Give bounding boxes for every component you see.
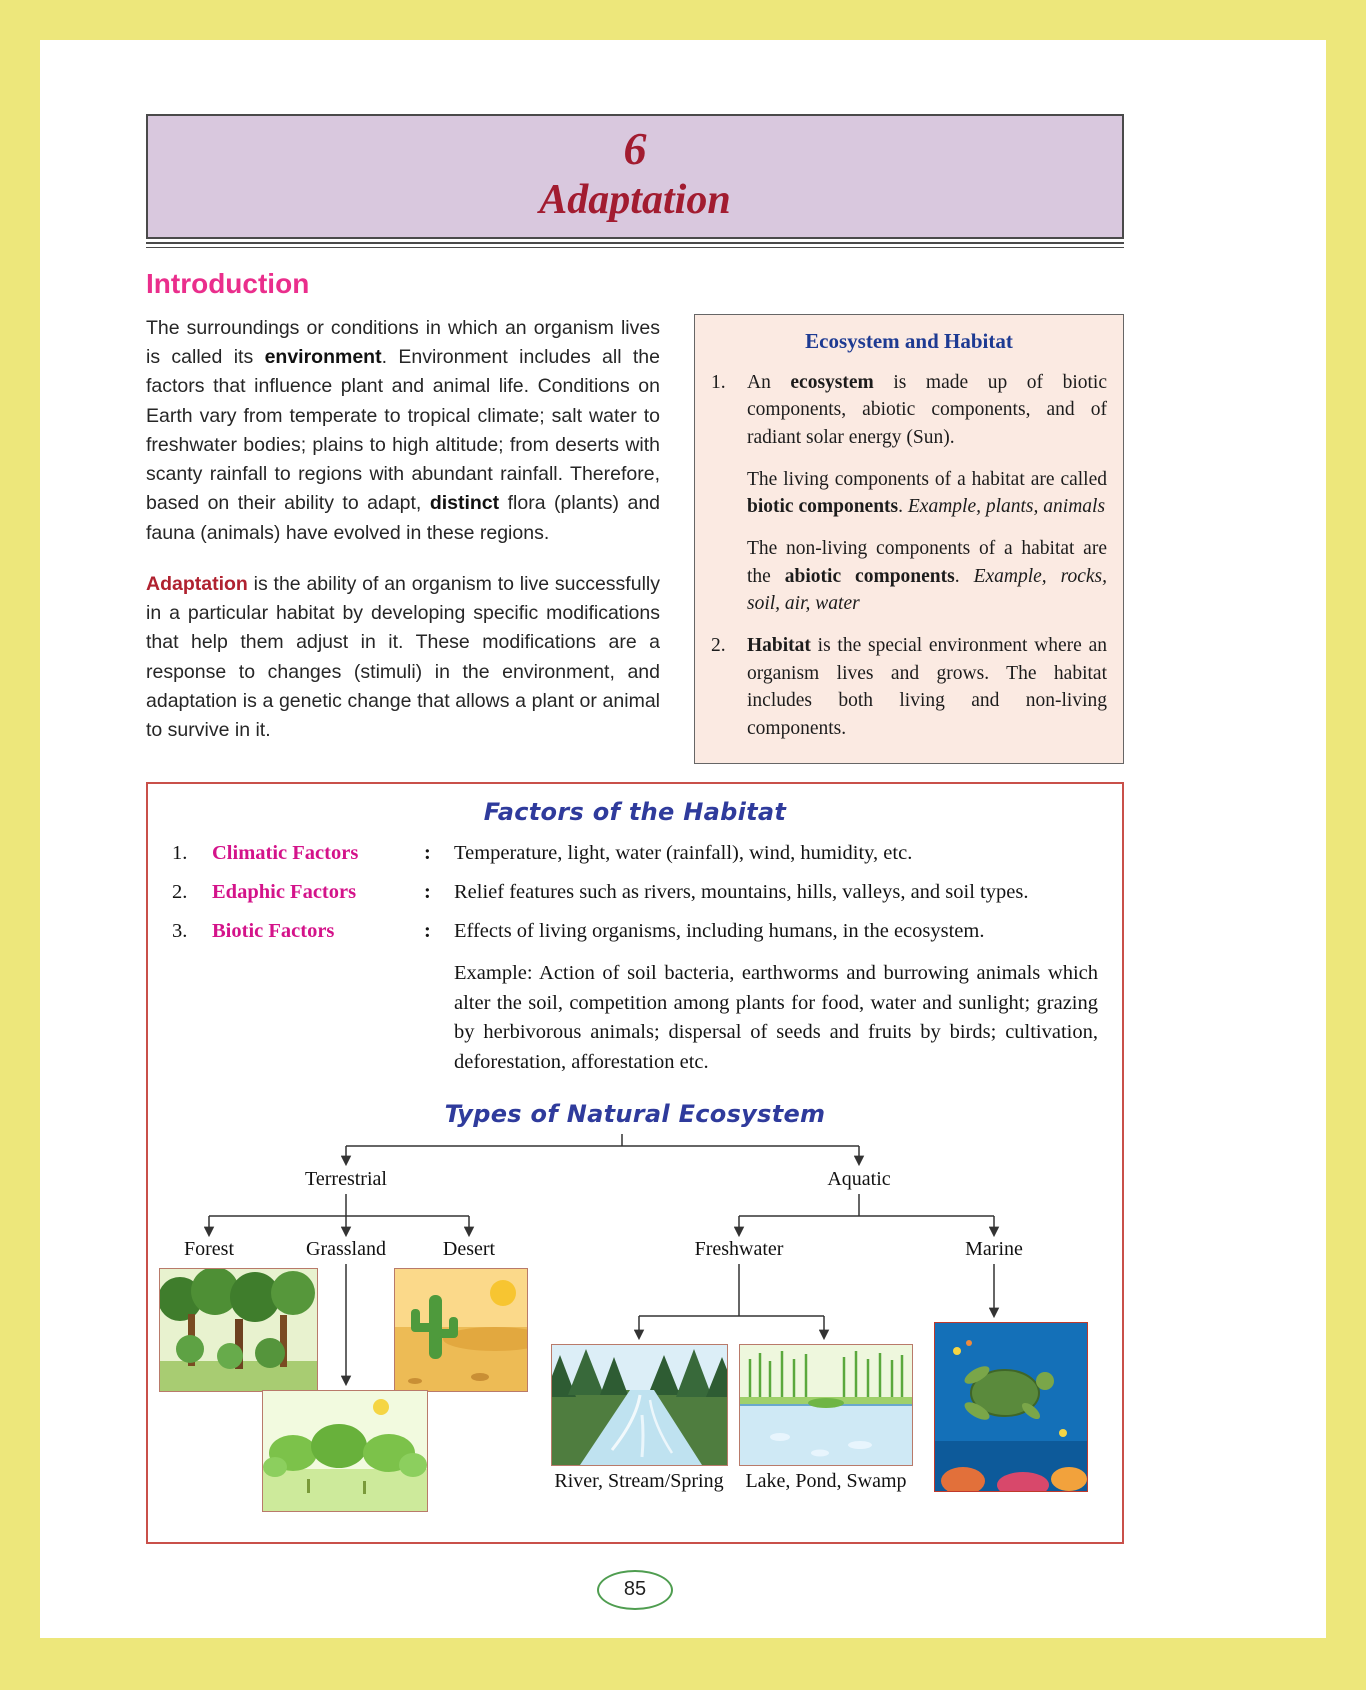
eco-i1p2-italic-example: Example, plants, animals bbox=[907, 496, 1106, 518]
ecosystem-item-2-p1 bbox=[747, 632, 1107, 743]
factor-3-description: Effects of living organisms, including humans, in the ecosystem. bbox=[454, 919, 985, 942]
page-content bbox=[146, 114, 1124, 1610]
intro-columns bbox=[146, 314, 1124, 764]
ecosystem-item-2 bbox=[711, 632, 1107, 757]
factor-1-number: 1. bbox=[172, 841, 188, 864]
node-terrestrial: Terrestrial bbox=[301, 1168, 391, 1191]
factors-title: Factors of the Habitat bbox=[483, 797, 787, 826]
ecosystem-diagram bbox=[158, 1134, 1112, 1526]
eco-i2p1-bold-habitat: Habitat bbox=[747, 635, 811, 657]
ecosystem-item-1 bbox=[711, 369, 1107, 633]
eco-i1p3-italic-example: Example, rocks, soil, air, water bbox=[747, 565, 1107, 615]
header-divider bbox=[146, 242, 1124, 248]
lake-image bbox=[739, 1344, 913, 1466]
eco-i1p3-text: The non-living components of a habitat are the bbox=[747, 538, 1107, 587]
forest-image bbox=[159, 1268, 318, 1392]
factors-of-habitat-box bbox=[146, 782, 1124, 1544]
node-grassland: Grassland bbox=[302, 1238, 390, 1261]
node-aquatic: Aquatic bbox=[823, 1168, 894, 1191]
ecosystem-item-1-p3 bbox=[747, 535, 1107, 618]
chapter-header bbox=[146, 114, 1124, 239]
node-marine: Marine bbox=[961, 1238, 1027, 1261]
intro-p1-text: The surroundings or conditions in which an organism lives is called its bbox=[146, 316, 660, 369]
caption-lake: Lake, Pond, Swamp bbox=[745, 1469, 907, 1492]
river-image bbox=[551, 1344, 728, 1466]
intro-paragraph-1 bbox=[146, 314, 660, 548]
factor-1-label: Climatic Factors bbox=[212, 841, 359, 864]
eco-i1p3-text2: . bbox=[954, 565, 974, 587]
desert-image bbox=[394, 1268, 528, 1392]
factor-2-label: Edaphic Factors bbox=[212, 880, 357, 903]
grassland-image bbox=[262, 1390, 428, 1512]
node-freshwater: Freshwater bbox=[691, 1238, 788, 1261]
eco-i1p2-bold-biotic: biotic components bbox=[747, 496, 899, 518]
intro-p2-bold-adaptation: Adaptation bbox=[146, 572, 248, 595]
textbook-page bbox=[40, 40, 1326, 1638]
intro-p1-bold-environment: environment bbox=[264, 346, 382, 369]
intro-p1-text2: . Environment includes all the factors that influence plant and animal life. Conditions on Earth vary from temperate to tropical climate; salt water to freshwater bodies; plains to high altitude; from deserts with scanty rainfall to regions with abundant rainfall. Therefore, based on their ability to adapt, bbox=[146, 346, 660, 515]
ecosystem-item-2-number: 2. bbox=[711, 635, 726, 657]
eco-i1p1-text: An bbox=[747, 371, 791, 393]
marine-image bbox=[934, 1322, 1088, 1492]
ecosystem-item-1-p1 bbox=[747, 369, 1107, 452]
intro-text-column bbox=[146, 314, 660, 746]
ecosystem-item-2-body bbox=[747, 632, 1107, 757]
eco-i1p1-text2: is made up of biotic components, abiotic components, and of radiant solar energy (Sun). bbox=[747, 371, 1107, 448]
ecosystem-item-1-p2 bbox=[747, 466, 1107, 521]
factor-1-colon: : bbox=[424, 841, 431, 864]
factors-example-paragraph: Example: Action of soil bacteria, earthworms and burrowing animals which alter the soil, competition among plants for food, water and sunlight; grazing by herbivorous animals; dispersal of seeds and fruits by birds; cultivation, deforestation, afforestation etc. bbox=[454, 961, 1098, 1073]
ecosystem-item-1-number: 1. bbox=[711, 371, 726, 393]
factor-1-description: Temperature, light, water (rainfall), wind, humidity, etc. bbox=[454, 841, 913, 864]
intro-p1-bold-distinct: distinct bbox=[429, 492, 500, 515]
node-forest: Forest bbox=[180, 1238, 238, 1261]
factor-3-number: 3. bbox=[172, 919, 188, 942]
caption-river: River, Stream/Spring bbox=[554, 1469, 724, 1492]
intro-p2-text: is the ability of an organism to live successfully in a particular habitat by developing specific modifications that help them adjust in it. These modifications are a response to changes (stimuli) in the environment, and adaptation is a genetic change that allows a plant or animal to survive in it. bbox=[146, 572, 660, 742]
eco-i1p3-bold-abiotic: abiotic components bbox=[784, 565, 955, 587]
ecosystem-item-1-body bbox=[747, 369, 1107, 633]
node-desert: Desert bbox=[439, 1238, 499, 1261]
factor-2-description: Relief features such as rivers, mountains, hills, valleys, and soil types. bbox=[454, 880, 1029, 903]
page-number-badge bbox=[597, 1570, 673, 1610]
eco-i1p1-bold-ecosystem: ecosystem bbox=[790, 371, 874, 393]
chapter-title: Adaptation bbox=[539, 176, 731, 223]
factor-2-number: 2. bbox=[172, 880, 188, 903]
eco-i1p2-text2: . bbox=[898, 496, 908, 518]
ecosystem-box-heading: Ecosystem and Habitat bbox=[805, 328, 1013, 353]
factor-2-colon: : bbox=[424, 880, 431, 903]
intro-p1-text3: flora (plants) and fauna (animals) have evolved in these regions. bbox=[146, 492, 661, 544]
intro-paragraph-2 bbox=[146, 570, 660, 746]
ecosystem-diagram-title: Types of Natural Ecosystem bbox=[444, 1099, 826, 1128]
eco-i2p1-text: is the special environment where an organism lives and grows. The habitat includes both living and non-living components. bbox=[747, 635, 1107, 740]
eco-i1p2-text: The living components of a habitat are called bbox=[747, 468, 1107, 490]
factor-3-colon: : bbox=[424, 919, 431, 942]
chapter-number: 6 bbox=[623, 123, 647, 174]
introduction-heading: Introduction bbox=[146, 267, 310, 299]
ecosystem-habitat-box bbox=[694, 314, 1124, 764]
factors-list bbox=[172, 842, 1098, 1078]
page-number: 85 bbox=[623, 1578, 647, 1601]
factor-3-label: Biotic Factors bbox=[212, 919, 335, 942]
